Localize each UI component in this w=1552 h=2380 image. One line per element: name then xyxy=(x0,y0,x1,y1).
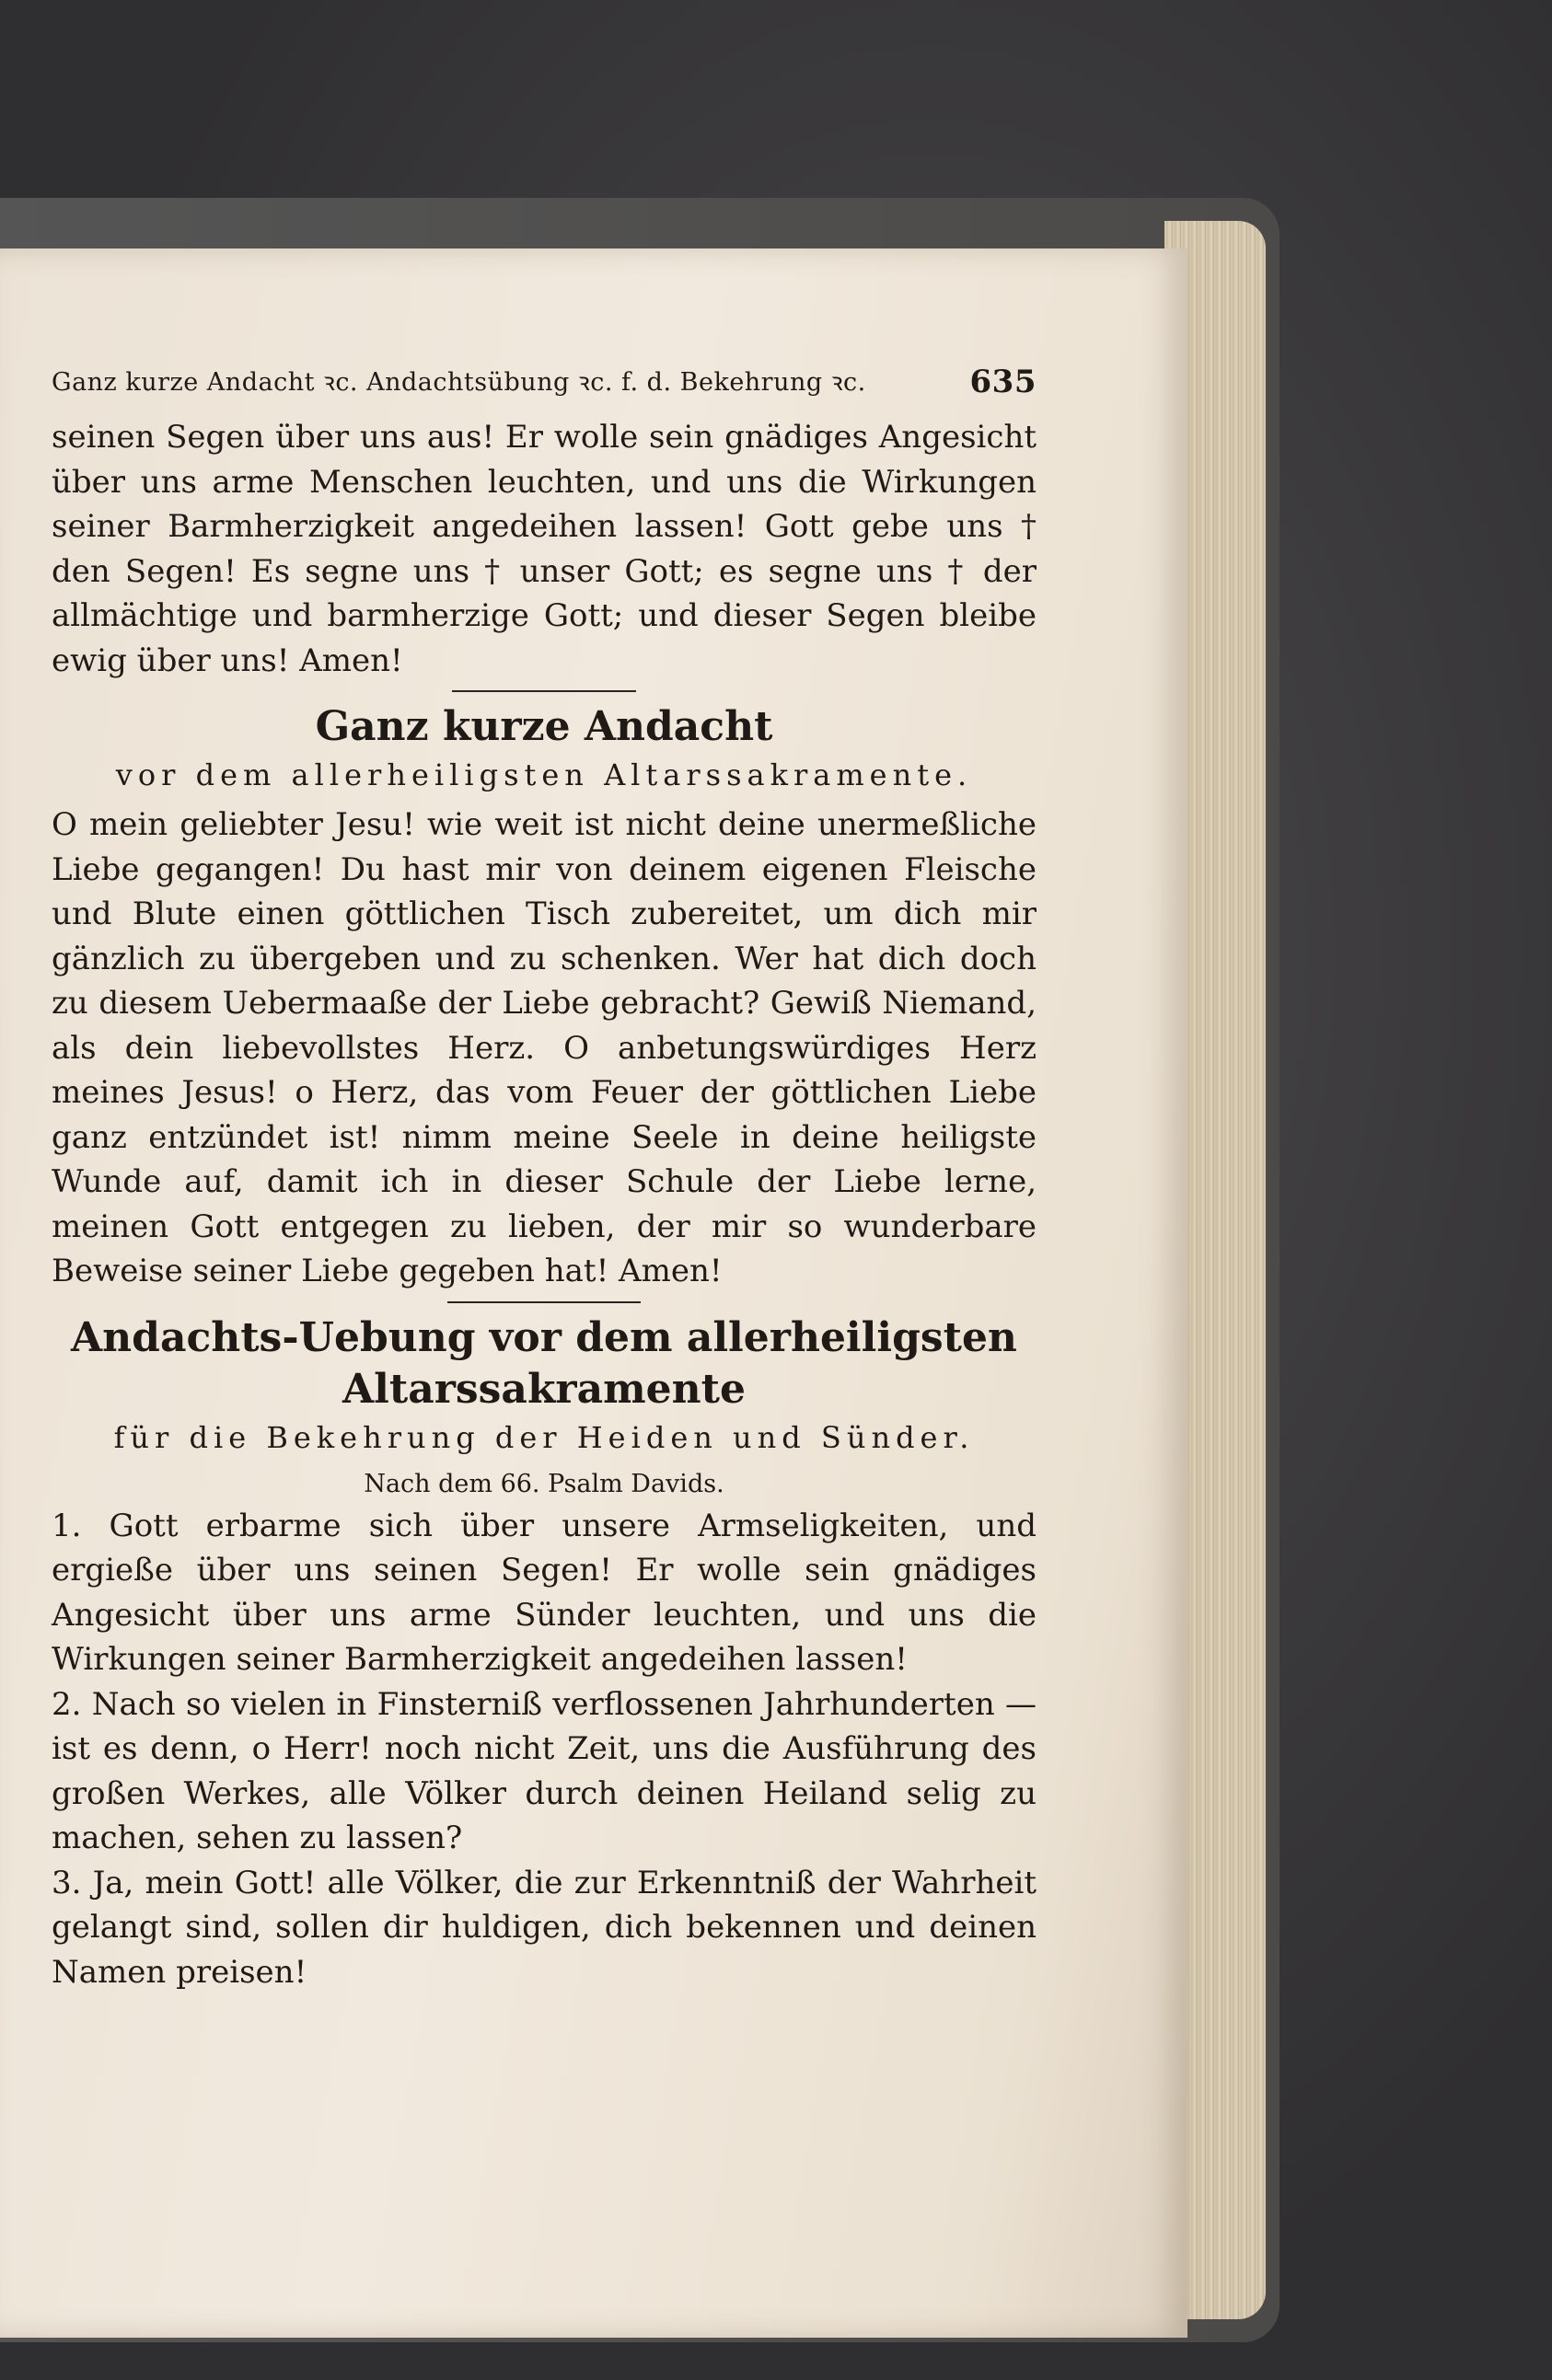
section1-title: Ganz kurze Andacht xyxy=(315,703,773,750)
divider xyxy=(452,690,636,692)
section2-title-line2: Altarssakramente xyxy=(342,1365,746,1413)
page-text xyxy=(52,364,1037,1994)
list-item: 1. Gott erbarme sich über unsere Armseligkeiten, und ergieße über uns seinen Segen! Er wolle sein gnädiges Angesicht über uns arme Sünder leuchten, und uns die Wirkungen seiner Barmherzigkeit angedeihen lassen! xyxy=(52,1507,1037,1678)
book-page xyxy=(0,248,1187,2338)
running-head-text: Ganz kurze Andacht ꝛc. Andachtsübung ꝛc. f. d. Bekehrung ꝛc. xyxy=(52,368,866,397)
section2-title-line1: Andachts-Uebung vor dem allerheiligsten xyxy=(71,1313,1017,1361)
page-number: 635 xyxy=(969,364,1037,400)
section1-body: O mein geliebter Jesu! wie weit ist nicht deine unermeßliche Liebe gegangen! Du hast mir von deinem eigenen Fleische und Blute einen göttlichen Tisch zubereitet, um dich mir gänzlich zu übergeben und zu schenken. Wer hat dich doch zu diesem Uebermaaße der Liebe gebracht? Gewiß Niemand, als dein liebevollstes Herz. O anbetungswürdiges Herz meines Jesus! o Herz, das vom Feuer der göttlichen Liebe ganz entzündet ist! nimm meine Seele in deine heiligste Wunde auf, damit ich in dieser Schule der Liebe lerne, meinen Gott entgegen zu lieben, der mir so wunderbare Beweise seiner Liebe gegeben hat! Amen! xyxy=(52,806,1037,1289)
psalm-source: Nach dem 66. Psalm Davids. xyxy=(364,1469,724,1498)
section1-subtitle: vor dem allerheiligsten Altarssakramente. xyxy=(115,757,973,792)
running-head xyxy=(52,364,1037,400)
list-item: 3. Ja, mein Gott! alle Völker, die zur Erkenntniß der Wahrheit gelangt sind, sollen dir huldigen, dich bekennen und deinen Namen preisen! xyxy=(52,1864,1037,1991)
divider xyxy=(447,1301,641,1303)
section2-subtitle: für die Bekehrung der Heiden und Sünder. xyxy=(113,1419,975,1455)
list-item: 2. Nach so vielen in Finsterniß verflossenen Jahrhunderten — ist es denn, o Herr! noch nicht Zeit, uns die Ausführung des großen Werkes, alle Völker durch deinen Heiland selig zu machen, sehen zu lassen? xyxy=(52,1685,1037,1856)
intro-paragraph: seinen Segen über uns aus! Er wolle sein gnädiges Angesicht über uns arme Menschen leuchten, und uns die Wirkungen seiner Barmherzigkeit angedeihen lassen! Gott gebe uns † den Segen! Es segne uns † unser Gott; es segne uns † der allmächtige und barmherzige Gott; und dieser Segen bleibe ewig über uns! Amen! xyxy=(52,419,1037,679)
